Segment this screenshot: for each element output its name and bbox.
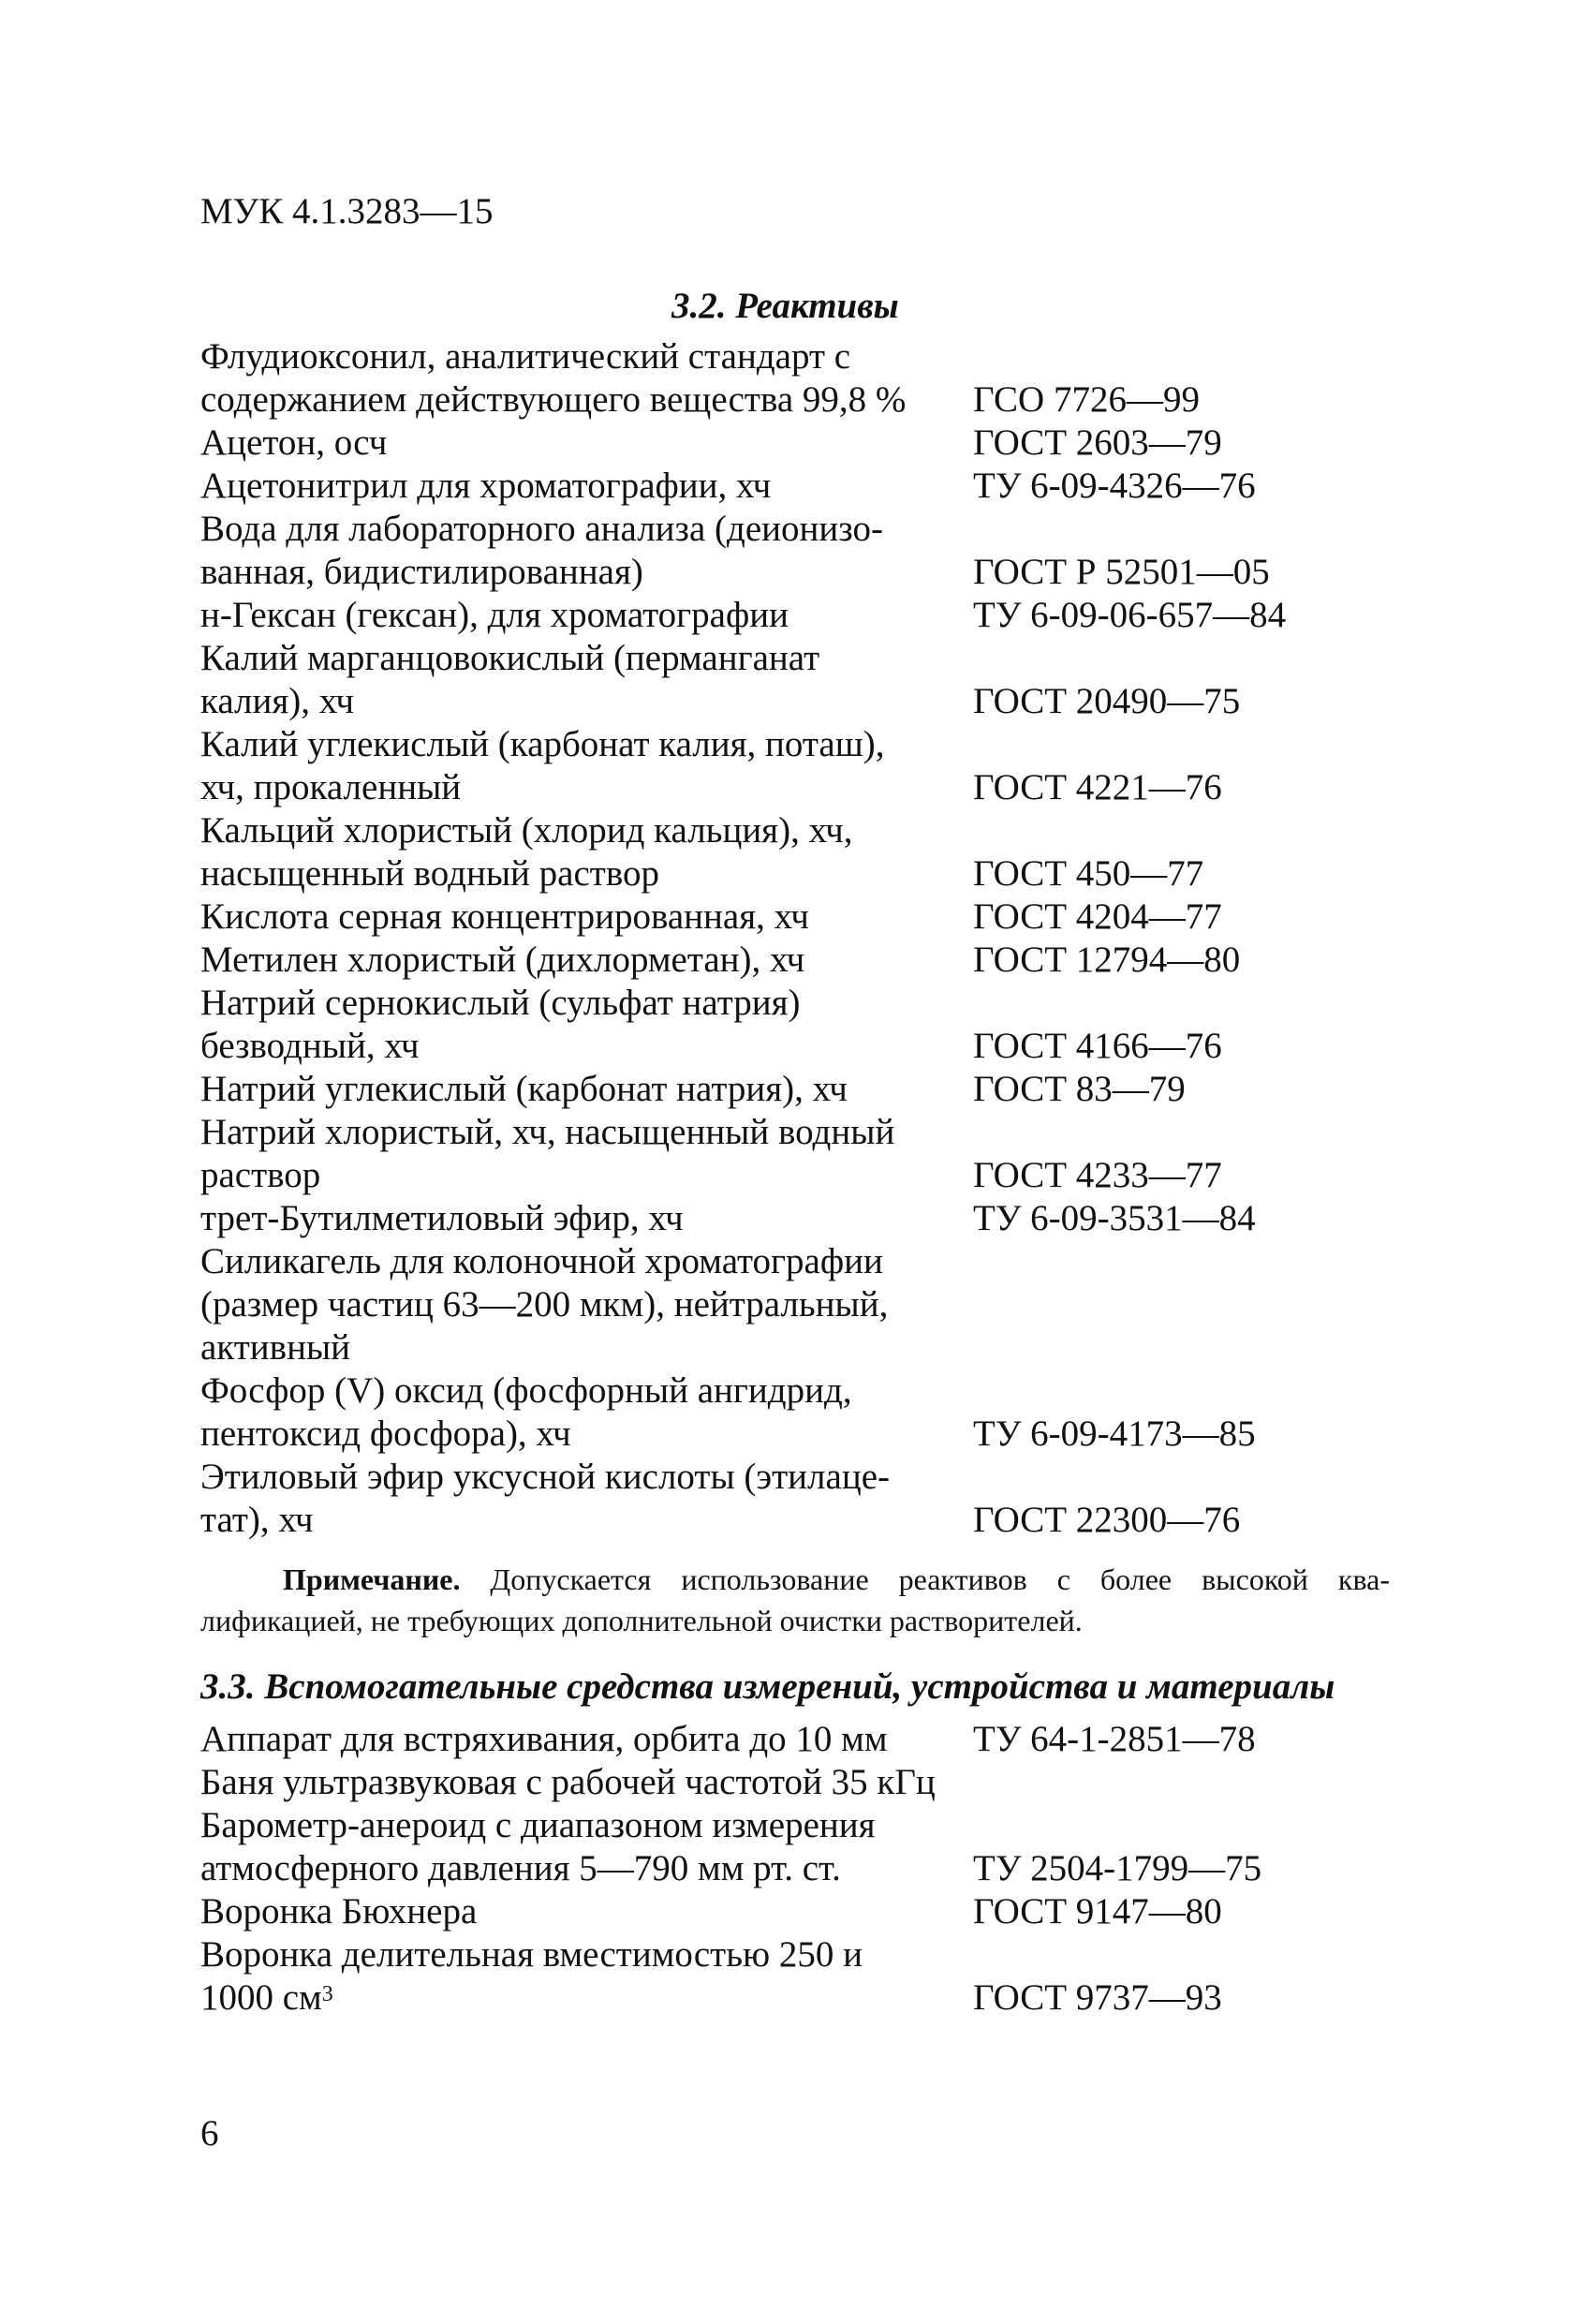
reagent-standard: ГОСТ 22300—76 (973, 1500, 1241, 1540)
reagent-name: Кальций хлористый (хлорид кальция), хч, насыщенный водный раствор (200, 810, 853, 894)
reagent-row (200, 465, 1418, 508)
reagent-row (200, 594, 1418, 637)
reagent-row (200, 939, 1418, 982)
reagents-list (200, 335, 1418, 1542)
reagent-row (200, 1456, 1418, 1542)
reagent-row (200, 1369, 1418, 1456)
reagent-name: н-Гексан (гексан), для хроматографии (200, 595, 789, 635)
reagent-name: Калий углекислый (карбонат калия, поташ), хч, прокаленный (200, 724, 885, 807)
auxiliary-list (200, 1718, 1418, 2020)
reagent-name: Кислота серная концентрированная, хч (200, 896, 809, 937)
reagent-row (200, 508, 1418, 594)
reagents-note (200, 1559, 1390, 1641)
note-text: Допускается использованиe реактивов с более высокой ква-лификацией, не требующих дополнительной очистки растворителей. (200, 1562, 1390, 1637)
reagent-row (200, 422, 1418, 465)
auxiliary-name: Воронка делительная вместимостью 250 и 1000 см (200, 1934, 863, 2018)
reagent-name: Натрий углекислый (карбонат натрия), хч (200, 1069, 848, 1109)
reagent-name: Силикагель для колоночной хроматографии (размер частиц 63—200 мкм), нейтральный, активный (200, 1241, 889, 1368)
auxiliary-standard: ТУ 64-1-2851—78 (973, 1719, 1256, 1759)
auxiliary-name: Баня ультразвуковая с рабочей частотой 35 кГц (200, 1762, 936, 1802)
reagent-row (200, 896, 1418, 939)
reagent-name: Метилен хлористый (дихлорметан), хч (200, 940, 805, 980)
reagent-name: Вода для лабораторного анализа (деионизо- ванная, бидистилированная) (200, 509, 883, 592)
reagent-standard: ГОСТ 4233—77 (973, 1155, 1222, 1195)
reagent-name: Калий марганцовокислый (перманганат калия), хч (200, 638, 820, 721)
reagent-standard: ТУ 6-09-4173—85 (973, 1414, 1256, 1454)
auxiliary-row (200, 1933, 1418, 2020)
reagent-standard: ТУ 6-09-3531—84 (973, 1198, 1256, 1238)
auxiliary-name: Воронка Бюхнера (200, 1891, 478, 1932)
auxiliary-row (200, 1890, 1418, 1933)
auxiliary-standard: ГОСТ 9147—80 (973, 1891, 1222, 1932)
reagent-standard: ГОСТ 4166—76 (973, 1026, 1222, 1066)
auxiliary-standard: ТУ 2504-1799—75 (973, 1848, 1262, 1888)
reagent-row (200, 1111, 1418, 1197)
reagent-standard: ГОСТ 2603—79 (973, 422, 1222, 463)
auxiliary-row (200, 1761, 1418, 1804)
reagent-row (200, 1197, 1418, 1240)
reagent-row (200, 1068, 1418, 1111)
reagent-name: Натрий хлористый, хч, насыщенный водный раствор (200, 1112, 895, 1195)
auxiliary-name-with-unit (200, 1933, 968, 2020)
reagent-name: трет-Бутилметиловый эфир, хч (200, 1198, 684, 1238)
section-title-reagents: 3.2. Реактивы (671, 286, 899, 326)
reagent-standard: ГОСТ 12794—80 (973, 940, 1241, 980)
reagent-standard: ГОСТ 450—77 (973, 853, 1204, 894)
reagent-name: Флудиоксонил, аналитический стандарт с содержанием действующего вещества 99,8 % (200, 336, 907, 420)
auxiliary-name: Барометр-анероид с диапазоном измерения атмосферного давления 5—790 мм рт. ст. (200, 1805, 876, 1888)
auxiliary-row (200, 1718, 1418, 1761)
reagent-name: Этиловый эфир уксусной кислоты (этилаце- тат), хч (200, 1457, 890, 1540)
reagent-name: Натрий сернокислый (сульфат натрия) безводный, хч (200, 983, 801, 1066)
reagent-row (200, 335, 1418, 422)
note-lead: Примечание. (283, 1562, 461, 1596)
reagent-row (200, 637, 1418, 723)
reagent-row (200, 723, 1418, 809)
reagent-standard: ГОСТ 4221—76 (973, 767, 1222, 807)
reagent-standard: ТУ 6-09-4326—76 (973, 466, 1256, 506)
unit-exponent: 3 (321, 1982, 333, 2006)
auxiliary-name: Аппарат для встряхивания, орбита до 10 мм (200, 1719, 888, 1759)
reagent-row (200, 982, 1418, 1068)
reagent-standard: ГСО 7726—99 (973, 379, 1200, 420)
section-title-auxiliary: 3.3. Вспомогательные средства измерений, устройства и материалы (200, 1666, 1335, 1707)
reagent-row (200, 809, 1418, 896)
reagent-standard: ГОСТ 4204—77 (973, 896, 1222, 937)
auxiliary-standard: ГОСТ 9737—93 (973, 1977, 1222, 2018)
reagent-name: Ацетонитрил для хроматографии, хч (200, 466, 772, 506)
reagent-row (200, 1240, 1418, 1369)
reagent-standard: ГОСТ 20490—75 (973, 681, 1241, 721)
reagent-standard: ТУ 6-09-06-657—84 (973, 595, 1287, 635)
reagent-name: Фосфор (V) оксид (фосфорный ангидрид, пентоксид фосфора), хч (200, 1370, 852, 1454)
reagent-name: Ацетон, осч (200, 422, 388, 463)
reagent-standard: ГОСТ Р 52501—05 (973, 552, 1270, 592)
auxiliary-row (200, 1804, 1418, 1890)
page-number: 6 (200, 2113, 219, 2154)
document-code: МУК 4.1.3283—15 (200, 191, 494, 231)
reagent-standard: ГОСТ 83—79 (973, 1069, 1186, 1109)
